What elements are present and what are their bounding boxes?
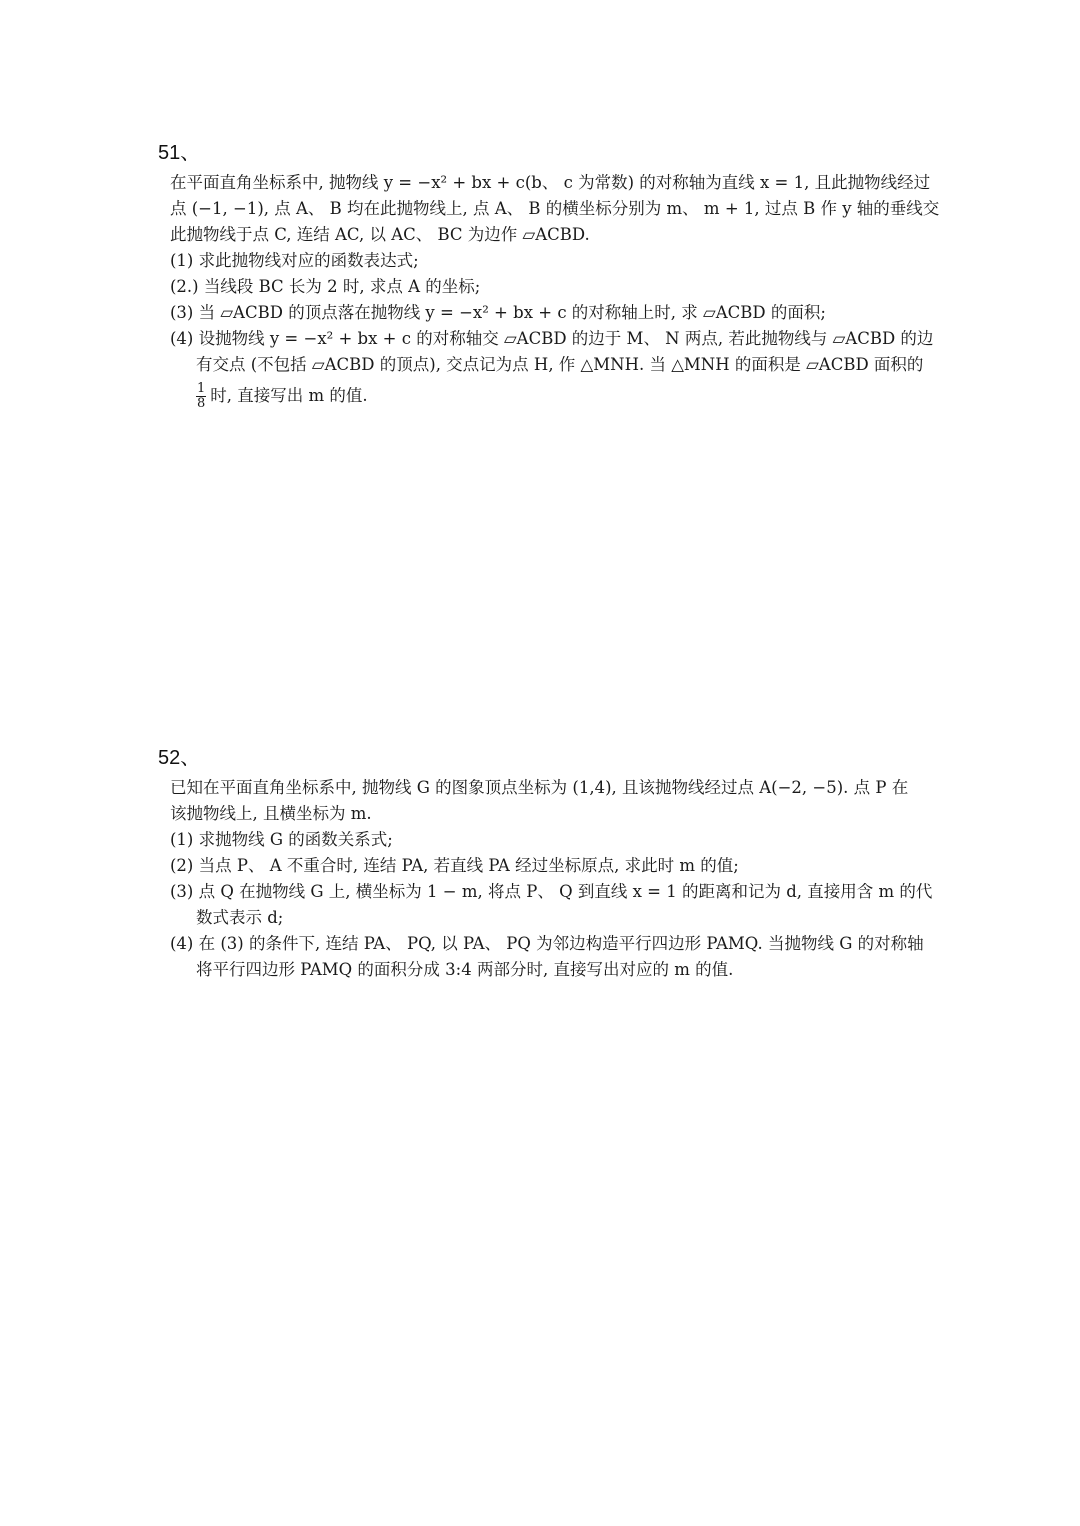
subquestion-4-continued: 有交点 (不包括 ▱ACBD 的顶点), 交点记为点 H, 作 △MNH. 当 △MNH 的面积是 ▱ACBD 面积的 [196, 355, 924, 374]
problem-51 [158, 140, 958, 414]
problem-statement-line: 该抛物线上, 且横坐标为 m. [170, 804, 372, 823]
subquestion-4-fraction-line [170, 378, 958, 414]
fraction-tail-text: 时, 直接写出 m 的值. [210, 386, 368, 405]
problem-body [158, 775, 958, 983]
subquestion-3: (3) 点 Q 在抛物线 G 上, 横坐标为 1 − m, 将点 P、 Q 到直线 x = 1 的距离和记为 d, 直接用含 m 的代 [170, 882, 933, 901]
problem-52 [158, 745, 958, 983]
problem-body [158, 170, 958, 414]
fraction-denominator: 8 [197, 395, 206, 411]
problem-statement-line: 已知在平面直角坐标系中, 抛物线 G 的图象顶点坐标为 (1,4), 且该抛物线经过点 A(−2, −5). 点 P 在 [170, 778, 909, 797]
problem-statement-line: 此抛物线于点 C, 连结 AC, 以 AC、 BC 为边作 ▱ACBD. [170, 225, 590, 244]
subquestion-4: (4) 设抛物线 y = −x² + bx + c 的对称轴交 ▱ACBD 的边于 M、 N 两点, 若此抛物线与 ▱ACBD 的边 [170, 329, 934, 348]
problem-statement-line: 在平面直角坐标系中, 抛物线 y = −x² + bx + c(b、 c 为常数) 的对称轴为直线 x = 1, 且此抛物线经过 [170, 173, 931, 192]
subquestion-4: (4) 在 (3) 的条件下, 连结 PA、 PQ, 以 PA、 PQ 为邻边构造平行四边形 PAMQ. 当抛物线 G 的对称轴 [170, 934, 924, 953]
problem-statement-line: 点 (−1, −1), 点 A、 B 均在此抛物线上, 点 A、 B 的横坐标分别为 m、 m + 1, 过点 B 作 y 轴的垂线交 [170, 199, 940, 218]
subquestion-3: (3) 当 ▱ACBD 的顶点落在抛物线 y = −x² + bx + c 的对称轴上时, 求 ▱ACBD 的面积; [170, 303, 826, 322]
subquestion-3-continued: 数式表示 d; [196, 908, 284, 927]
subquestion-2: (2) 当点 P、 A 不重合时, 连结 PA, 若直线 PA 经过坐标原点, 求此时 m 的值; [170, 856, 739, 875]
subquestion-4-continued: 将平行四边形 PAMQ 的面积分成 3:4 两部分时, 直接写出对应的 m 的值. [196, 960, 734, 979]
fraction [196, 382, 206, 411]
subquestion-1: (1) 求抛物线 G 的函数关系式; [170, 830, 393, 849]
subquestion-2: (2.) 当线段 BC 长为 2 时, 求点 A 的坐标; [170, 277, 481, 296]
subquestion-1: (1) 求此抛物线对应的函数表达式; [170, 251, 419, 270]
fraction-numerator: 1 [197, 380, 206, 396]
problem-number: 52、 [158, 747, 201, 769]
problem-number: 51、 [158, 142, 201, 164]
